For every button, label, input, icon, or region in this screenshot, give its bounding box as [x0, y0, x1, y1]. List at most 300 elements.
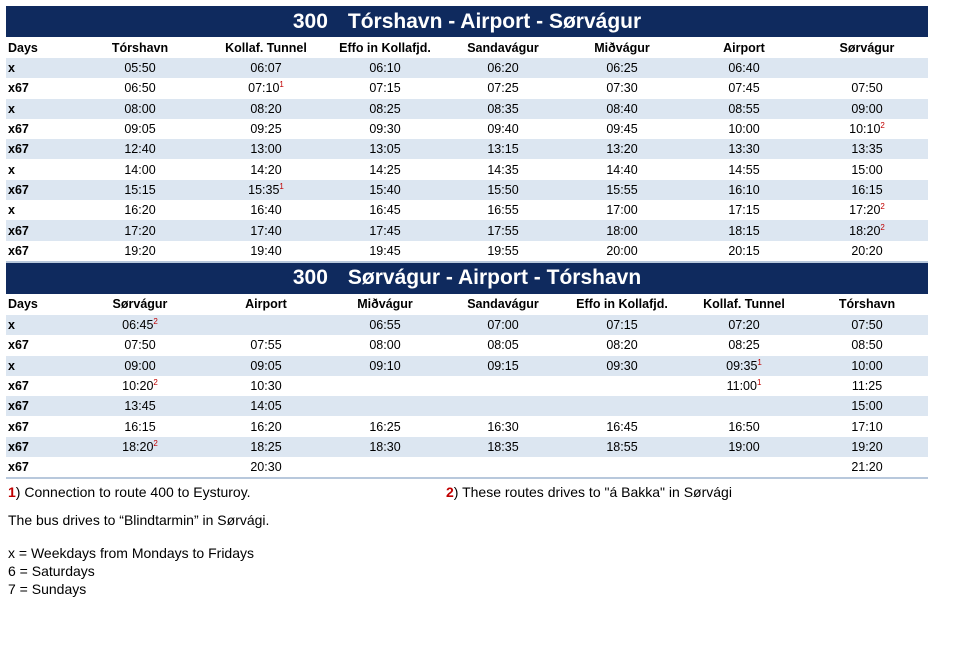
table-row — [6, 78, 928, 98]
column-header: Miðvágur — [594, 40, 650, 55]
column-header: Days — [8, 297, 38, 312]
cell-value: x67 — [8, 223, 29, 238]
cell-value: 10:00 — [851, 358, 883, 373]
time-cell — [326, 376, 444, 396]
table-row — [6, 356, 928, 376]
cell-value: 19:20 — [851, 439, 883, 454]
time-cell — [562, 58, 682, 78]
time-cell — [326, 220, 444, 240]
time-cell — [562, 356, 682, 376]
time-cell — [74, 241, 206, 262]
column-header: Airport — [245, 297, 287, 312]
table-row — [6, 437, 928, 457]
cell-value: 13:35 — [851, 142, 883, 157]
time-cell — [74, 437, 206, 457]
time-cell — [806, 159, 928, 179]
time-cell — [682, 220, 806, 240]
time-cell — [444, 58, 562, 78]
cell-value: 09:45 — [606, 122, 638, 137]
cell-value: 17:20 — [124, 223, 156, 238]
cell-value: 10:00 — [728, 122, 760, 137]
table-row — [6, 159, 928, 179]
cell-value: x67 — [8, 419, 29, 434]
cell-value: 14:40 — [606, 162, 638, 177]
table-row — [6, 119, 928, 139]
cell-value: 18:30 — [369, 439, 401, 454]
cell-value: x67 — [8, 338, 29, 353]
legend-sundays: 7 = Sundays — [8, 581, 87, 597]
time-cell — [74, 78, 206, 98]
time-cell — [806, 78, 928, 98]
time-cell — [562, 159, 682, 179]
table-row — [6, 220, 928, 240]
column-header: Sørvágur — [839, 40, 895, 55]
cell-value: 18:20 — [122, 439, 154, 454]
time-cell — [806, 437, 928, 457]
cell-value: 20:30 — [250, 460, 282, 475]
table-row — [6, 180, 928, 200]
time-cell — [682, 119, 806, 139]
time-cell — [206, 356, 326, 376]
days-cell — [6, 376, 74, 396]
cell-value: 08:40 — [606, 101, 638, 116]
time-cell — [682, 99, 806, 119]
footnote-marker: 1 — [756, 378, 762, 387]
cell-value: 09:15 — [487, 358, 519, 373]
table-row — [6, 99, 928, 119]
cell-value: 17:55 — [487, 223, 519, 238]
route-number: 300 — [292, 9, 328, 33]
bus-note: The bus drives to “Blindtarmin” in Sørvági. — [8, 512, 270, 528]
footnote-marker: 1 — [279, 80, 284, 90]
time-cell — [74, 356, 206, 376]
cell-value: 10:10 — [849, 122, 881, 137]
cell-value: 18:20 — [849, 223, 881, 238]
footnote-marker: 1 — [279, 181, 284, 191]
time-cell — [444, 376, 562, 396]
time-cell — [682, 416, 806, 436]
footnote-marker: 2 — [153, 317, 158, 327]
route-title: Sørvágur - Airport - Tórshavn — [347, 266, 642, 290]
time-cell — [74, 139, 206, 159]
cell-value: x — [8, 61, 15, 76]
time-cell — [206, 335, 326, 355]
time-cell — [206, 159, 326, 179]
column-header: Effo in Kollafjd. — [576, 297, 668, 312]
table-row — [6, 396, 928, 416]
time-cell — [562, 315, 682, 335]
time-cell — [206, 200, 326, 220]
cell-value: 16:25 — [369, 419, 401, 434]
time-cell — [682, 241, 806, 262]
time-cell — [682, 200, 806, 220]
time-cell — [682, 139, 806, 159]
time-cell — [74, 376, 206, 396]
cell-value: 17:20 — [849, 203, 881, 218]
days-cell — [6, 159, 74, 179]
time-cell — [562, 416, 682, 436]
footnote-2: 2) These routes drives to "á Bakka" in Sørvági — [446, 484, 732, 500]
time-cell — [444, 457, 562, 478]
time-cell — [326, 396, 444, 416]
time-cell — [444, 220, 562, 240]
time-cell — [682, 335, 806, 355]
cell-value: 14:00 — [124, 162, 156, 177]
cell-value: 09:00 — [124, 358, 156, 373]
timetable-outbound — [6, 37, 928, 263]
time-cell — [444, 416, 562, 436]
time-cell — [206, 416, 326, 436]
time-cell — [562, 220, 682, 240]
table-row — [6, 315, 928, 335]
header-row — [6, 37, 928, 58]
time-cell — [326, 58, 444, 78]
column-header: Tórshavn — [838, 297, 896, 312]
cell-value: 06:10 — [369, 61, 401, 76]
time-cell — [326, 180, 444, 200]
cell-value: 16:15 — [124, 419, 156, 434]
cell-value: 15:15 — [124, 182, 156, 197]
time-cell — [206, 58, 326, 78]
cell-value: 08:50 — [851, 338, 883, 353]
cell-value: 07:30 — [606, 81, 638, 96]
time-cell — [326, 139, 444, 159]
time-cell — [806, 396, 928, 416]
cell-value: 20:00 — [606, 243, 638, 258]
time-cell — [682, 376, 806, 396]
days-cell — [6, 119, 74, 139]
time-cell — [326, 335, 444, 355]
column-header: Tórshavn — [111, 40, 169, 55]
cell-value: 08:25 — [369, 101, 401, 116]
cell-value: 07:50 — [851, 81, 883, 96]
time-cell — [682, 396, 806, 416]
cell-value: 06:55 — [369, 318, 401, 333]
time-cell — [206, 437, 326, 457]
cell-value: 13:20 — [606, 142, 638, 157]
cell-value: 06:50 — [124, 81, 156, 96]
cell-value: 19:40 — [250, 243, 282, 258]
timetable-title-outbound — [6, 6, 928, 37]
route-title: Tórshavn - Airport - Sørvágur — [347, 9, 642, 33]
time-cell — [444, 200, 562, 220]
cell-value: 08:25 — [728, 338, 760, 353]
days-cell — [6, 241, 74, 262]
legend-weekdays: x = Weekdays from Mondays to Fridays — [8, 545, 254, 561]
days-cell — [6, 335, 74, 355]
time-cell — [74, 220, 206, 240]
cell-value: 19:55 — [487, 243, 519, 258]
time-cell — [74, 159, 206, 179]
time-cell — [806, 119, 928, 139]
time-cell — [806, 335, 928, 355]
cell-value: 14:05 — [250, 399, 282, 414]
time-cell — [206, 220, 326, 240]
time-cell — [206, 457, 326, 478]
time-cell — [326, 99, 444, 119]
time-cell — [444, 119, 562, 139]
table-row — [6, 416, 928, 436]
cell-value: 15:50 — [487, 182, 519, 197]
time-cell — [562, 180, 682, 200]
cell-value: 14:20 — [250, 162, 282, 177]
time-cell — [74, 335, 206, 355]
time-cell — [444, 396, 562, 416]
time-cell — [562, 396, 682, 416]
cell-value: 08:35 — [487, 101, 519, 116]
time-cell — [682, 159, 806, 179]
time-cell — [326, 159, 444, 179]
cell-value: 17:00 — [606, 203, 638, 218]
days-cell — [6, 78, 74, 98]
column-header: Sandavágur — [467, 297, 539, 312]
cell-value: 07:45 — [728, 81, 760, 96]
header-row — [6, 294, 928, 315]
time-cell — [562, 437, 682, 457]
time-cell — [806, 139, 928, 159]
cell-value: 06:45 — [122, 318, 154, 333]
time-cell — [326, 457, 444, 478]
time-cell — [444, 159, 562, 179]
time-cell — [682, 180, 806, 200]
cell-value: 13:00 — [250, 142, 282, 157]
cell-value: 14:35 — [487, 162, 519, 177]
time-cell — [562, 139, 682, 159]
cell-value: 09:25 — [250, 122, 282, 137]
cell-value: 18:25 — [250, 439, 282, 454]
time-cell — [562, 200, 682, 220]
footnote-marker: 2 — [880, 222, 885, 232]
cell-value: x67 — [8, 243, 29, 258]
cell-value: x — [8, 101, 15, 116]
time-cell — [206, 376, 326, 396]
table-row — [6, 457, 928, 478]
days-cell — [6, 99, 74, 119]
time-cell — [562, 99, 682, 119]
cell-value: 08:00 — [124, 101, 156, 116]
cell-value: 19:45 — [369, 243, 401, 258]
cell-value: x67 — [8, 439, 29, 454]
cell-value: 06:20 — [487, 61, 519, 76]
time-cell — [326, 356, 444, 376]
time-cell — [682, 457, 806, 478]
time-cell — [444, 315, 562, 335]
column-header: Effo in Kollafjd. — [339, 40, 431, 55]
days-cell — [6, 396, 74, 416]
cell-value: 16:20 — [124, 203, 156, 218]
cell-value: 09:30 — [369, 122, 401, 137]
route-number: 300 — [292, 266, 328, 290]
table-row — [6, 58, 928, 78]
time-cell — [206, 180, 326, 200]
time-cell — [74, 396, 206, 416]
time-cell — [74, 457, 206, 478]
cell-value: 16:20 — [250, 419, 282, 434]
cell-value: 11:25 — [851, 379, 883, 393]
cell-value: 17:40 — [250, 223, 282, 238]
time-cell — [806, 457, 928, 478]
cell-value: 16:50 — [728, 419, 760, 434]
cell-value: 17:45 — [369, 223, 401, 238]
cell-value: 08:00 — [369, 338, 401, 353]
column-header: Sørvágur — [112, 297, 168, 312]
time-cell — [562, 335, 682, 355]
time-cell — [326, 200, 444, 220]
days-cell — [6, 180, 74, 200]
cell-value: 16:45 — [606, 419, 638, 434]
cell-value: 16:45 — [369, 203, 401, 218]
timetable-title-return — [6, 263, 928, 294]
footnote-marker: 2 — [880, 202, 885, 212]
cell-value: 09:30 — [606, 358, 638, 373]
footnote-marker: 1 — [757, 357, 762, 367]
time-cell — [444, 78, 562, 98]
time-cell — [562, 119, 682, 139]
time-cell — [326, 241, 444, 262]
time-cell — [682, 437, 806, 457]
cell-value: 10:20 — [122, 379, 154, 393]
cell-value: 13:30 — [728, 142, 760, 157]
cell-value: 21:20 — [851, 460, 883, 475]
cell-value: 09:05 — [124, 122, 156, 137]
cell-value: 09:05 — [250, 358, 282, 373]
time-cell — [444, 99, 562, 119]
cell-value: 18:55 — [606, 439, 638, 454]
time-cell — [682, 315, 806, 335]
time-cell — [74, 315, 206, 335]
cell-value: 09:40 — [487, 122, 519, 137]
table-row — [6, 376, 928, 396]
cell-value: 10:30 — [250, 379, 282, 393]
cell-value: 18:15 — [728, 223, 760, 238]
time-cell — [806, 376, 928, 396]
time-cell — [682, 78, 806, 98]
cell-value: 07:15 — [369, 81, 401, 96]
column-header: Kollaf. Tunnel — [225, 40, 307, 55]
days-cell — [6, 315, 74, 335]
cell-value: 07:50 — [124, 338, 156, 353]
cell-value: 07:25 — [487, 81, 519, 96]
cell-value: 15:35 — [248, 182, 280, 197]
days-cell — [6, 416, 74, 436]
column-header: Sandavágur — [467, 40, 539, 55]
time-cell — [562, 457, 682, 478]
table-row — [6, 139, 928, 159]
footnote-marker: 2 — [880, 121, 885, 131]
footnote-marker: 2 — [153, 378, 158, 387]
days-cell — [6, 200, 74, 220]
cell-value: 16:10 — [728, 182, 760, 197]
cell-value: 17:10 — [851, 419, 883, 434]
time-cell — [682, 58, 806, 78]
time-cell — [74, 200, 206, 220]
days-cell — [6, 139, 74, 159]
cell-value: 08:20 — [250, 101, 282, 116]
cell-value: 16:30 — [487, 419, 519, 434]
time-cell — [206, 78, 326, 98]
days-cell — [6, 356, 74, 376]
time-cell — [326, 119, 444, 139]
time-cell — [206, 99, 326, 119]
cell-value: 07:00 — [487, 318, 519, 333]
time-cell — [74, 58, 206, 78]
cell-value: 20:15 — [728, 243, 760, 258]
time-cell — [444, 180, 562, 200]
cell-value: 17:15 — [728, 203, 760, 218]
timetable-return — [6, 294, 928, 479]
cell-value: 11:00 — [726, 379, 757, 393]
column-header: Airport — [723, 40, 765, 55]
cell-value: x67 — [8, 182, 29, 197]
cell-value: 08:05 — [487, 338, 519, 353]
cell-value: 07:20 — [728, 318, 760, 333]
cell-value: 08:55 — [728, 101, 760, 116]
time-cell — [562, 78, 682, 98]
cell-value: 06:40 — [728, 61, 760, 76]
time-cell — [74, 119, 206, 139]
time-cell — [562, 241, 682, 262]
days-cell — [6, 220, 74, 240]
time-cell — [444, 356, 562, 376]
time-cell — [326, 78, 444, 98]
days-cell — [6, 58, 74, 78]
cell-value: x67 — [8, 399, 29, 414]
cell-value: 19:20 — [124, 243, 156, 258]
cell-value: 16:40 — [250, 203, 282, 218]
cell-value: 07:55 — [250, 338, 282, 353]
cell-value: 12:40 — [124, 142, 156, 157]
cell-value: 06:25 — [606, 61, 638, 76]
cell-value: 18:35 — [487, 439, 519, 454]
cell-value: 05:50 — [124, 61, 156, 76]
cell-value: 14:25 — [369, 162, 401, 177]
time-cell — [326, 437, 444, 457]
column-header: Kollaf. Tunnel — [703, 297, 785, 312]
time-cell — [444, 437, 562, 457]
table-row — [6, 200, 928, 220]
time-cell — [806, 99, 928, 119]
time-cell — [444, 139, 562, 159]
table-row — [6, 335, 928, 355]
cell-value: 15:40 — [369, 182, 401, 197]
cell-value: x67 — [8, 81, 29, 96]
cell-value: 08:20 — [606, 338, 638, 353]
time-cell — [444, 335, 562, 355]
time-cell — [444, 241, 562, 262]
cell-value: 13:05 — [369, 142, 401, 157]
cell-value: 07:15 — [606, 318, 638, 333]
days-cell — [6, 437, 74, 457]
time-cell — [206, 139, 326, 159]
time-cell — [806, 315, 928, 335]
cell-value: 09:35 — [726, 358, 758, 373]
cell-value: x — [8, 162, 15, 177]
timetable-container — [6, 6, 928, 479]
time-cell — [562, 376, 682, 396]
table-row — [6, 241, 928, 262]
cell-value: x67 — [8, 460, 29, 475]
time-cell — [206, 315, 326, 335]
cell-value: 13:45 — [124, 399, 156, 414]
cell-value: x67 — [8, 142, 29, 157]
time-cell — [806, 241, 928, 262]
cell-value: 13:15 — [487, 142, 519, 157]
footnote-marker: 2 — [153, 438, 158, 448]
time-cell — [326, 416, 444, 436]
cell-value: 06:07 — [250, 61, 282, 76]
time-cell — [806, 180, 928, 200]
time-cell — [806, 356, 928, 376]
